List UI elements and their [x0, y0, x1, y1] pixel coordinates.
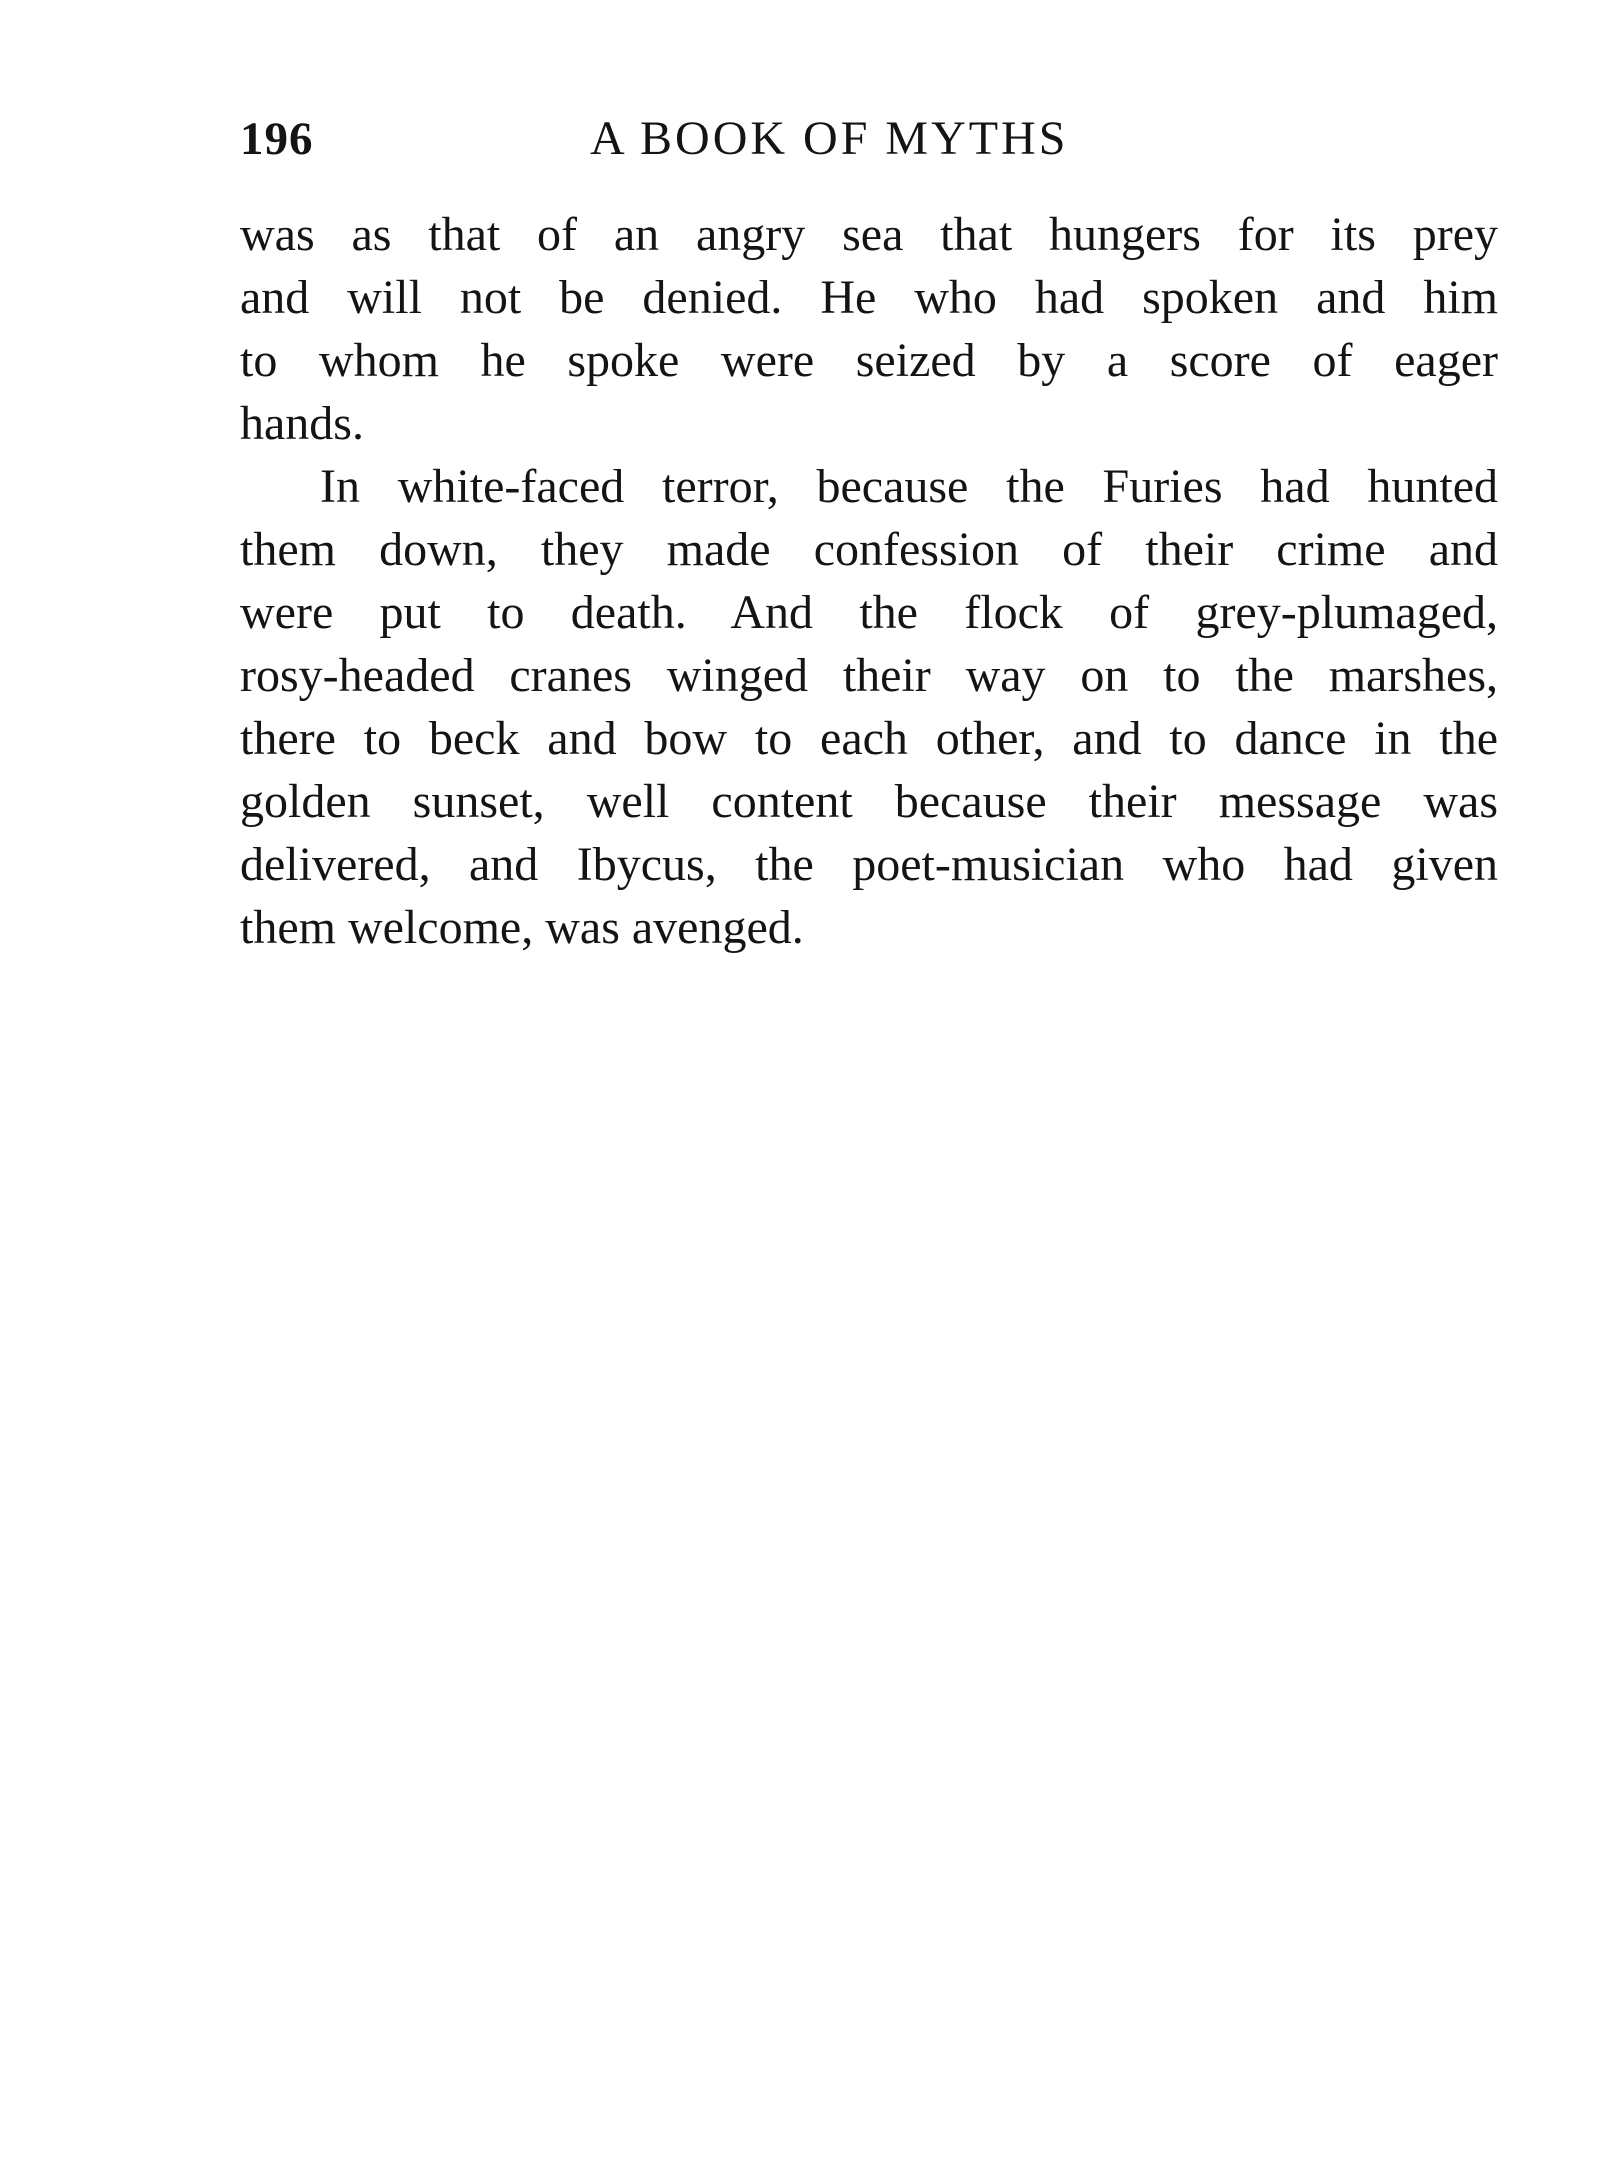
text-line: delivered, and Ibycus, the poet-musician who had given [240, 838, 1498, 891]
text-line: were put to death. And the flock of grey-plumaged, [240, 586, 1498, 639]
running-title: A BOOK OF MYTHS [590, 112, 1069, 165]
text-line: hands. [240, 397, 364, 450]
text-line: and will not be denied. He who had spoken and him [240, 271, 1498, 324]
text-line: rosy-headed cranes winged their way on to the marshes, [240, 649, 1498, 702]
text-line: there to beck and bow to each other, and to dance in the [240, 712, 1498, 765]
text-line: them welcome, was avenged. [240, 901, 804, 954]
page-header [240, 104, 1500, 174]
body-text [240, 203, 1498, 959]
text-line: In white-faced terror, because the Furies had hunted [320, 460, 1498, 513]
paragraph-2 [240, 455, 1498, 959]
page-number: 196 [240, 113, 314, 165]
text-line: to whom he spoke were seized by a score of eager [240, 334, 1498, 387]
text-line: was as that of an angry sea that hungers for its prey [240, 208, 1498, 261]
text-line: them down, they made confession of their crime and [240, 523, 1498, 576]
paragraph-1 [240, 203, 1498, 455]
text-line: golden sunset, well content because their message was [240, 775, 1498, 828]
